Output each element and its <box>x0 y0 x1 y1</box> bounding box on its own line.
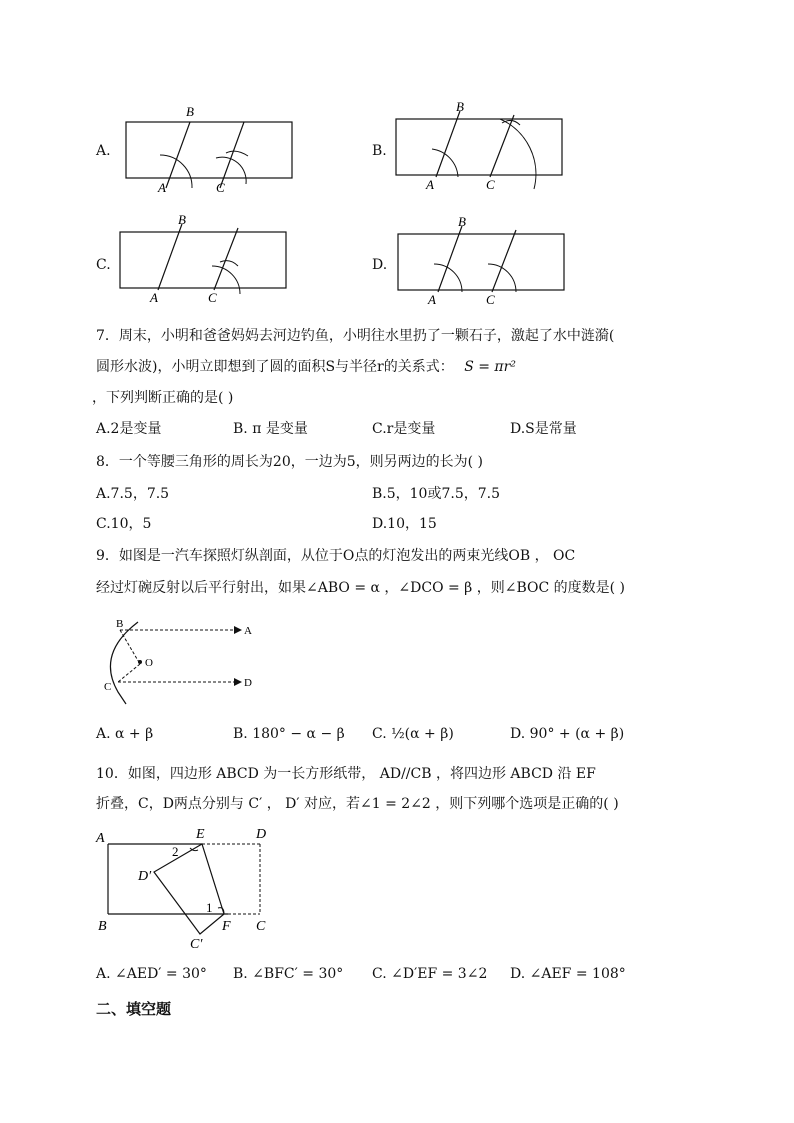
q10-option-b: B. ∠BFC′ = 30° <box>233 966 344 982</box>
q7-line1: 7．周末，小明和爸爸妈妈去河边钓鱼，小明往水里扔了一颗石子，激起了水中涟漪( <box>96 328 615 344</box>
q8-option-c: C.10，5 <box>96 516 152 532</box>
label-c: C <box>104 681 112 693</box>
label-f: F <box>222 919 231 934</box>
label-b: B <box>186 104 194 119</box>
q10-option-d: D. ∠AEF = 108° <box>510 966 626 982</box>
q7-option-d: D.S是常量 <box>510 421 577 437</box>
q6-figure-b <box>388 97 568 192</box>
label-c: C <box>486 292 495 307</box>
label-a: A <box>158 180 166 195</box>
q10-line2: 折叠，C，D两点分别与 C′ ， D′ 对应，若∠1 = 2∠2 ，则下列哪个选项是正确的( ) <box>96 796 619 812</box>
label-a: A <box>244 625 252 637</box>
q8-line1: 8．一个等腰三角形的周长为20，一边为5，则另两边的长为( ) <box>96 454 484 470</box>
option-label-d: D. <box>372 257 388 273</box>
label-b: B <box>178 212 186 227</box>
section-title: 二、填空题 <box>96 1000 172 1018</box>
q7-option-b: B. π 是变量 <box>233 421 308 437</box>
q10-figure <box>90 822 290 952</box>
label-a: A <box>96 831 105 846</box>
label-a: A <box>426 177 434 192</box>
q10-option-c: C. ∠D′EF = 3∠2 <box>372 966 488 982</box>
q9-line1: 9．如图是一汽车探照灯纵剖面，从位于O点的灯泡发出的两束光线OB ， OC <box>96 548 576 564</box>
q9-option-d: D. 90° + (α + β) <box>510 726 625 742</box>
q9-option-a: A. α + β <box>96 726 154 742</box>
label-a: A <box>150 290 158 305</box>
label-b: B <box>116 618 124 630</box>
label-e: E <box>196 827 205 842</box>
label-d-prime: D′ <box>138 869 152 884</box>
q8-option-a: A.7.5，7.5 <box>96 486 170 502</box>
q9-line2: 经过灯碗反射以后平行射出，如果∠ABO = α ，∠DCO = β ，则∠BOC 的度数是( ) <box>96 580 626 596</box>
q6-figure-a <box>118 100 298 195</box>
q7-line2: 圆形水波)，小明立即想到了圆的面积S与半径r的关系式： <box>96 359 454 375</box>
q9-option-c: C. ½(α + β) <box>372 726 454 742</box>
label-angle-1: 1 <box>206 900 213 915</box>
q9-figure <box>96 612 276 707</box>
label-d: D <box>256 827 267 842</box>
q8-option-b: B.5，10或7.5，7.5 <box>372 486 500 502</box>
label-a: A <box>428 292 436 307</box>
option-label-a: A. <box>96 143 111 159</box>
q6-figure-c <box>112 210 292 305</box>
q7-option-a: A.2是变量 <box>96 421 162 437</box>
label-c-prime: C′ <box>190 937 203 952</box>
q10-option-a: A. ∠AED′ = 30° <box>96 966 207 982</box>
q8-option-d: D.10，15 <box>372 516 437 532</box>
q7-option-c: C.r是变量 <box>372 421 436 437</box>
option-label-c: C. <box>96 257 111 273</box>
q7-formula: S = πr² <box>464 359 516 375</box>
label-b: B <box>456 99 464 114</box>
label-o: O <box>145 657 153 669</box>
q9-option-b: B. 180° − α − β <box>233 726 345 742</box>
q6-figure-d <box>390 212 570 307</box>
option-label-b: B. <box>372 143 387 159</box>
label-b: B <box>458 214 466 229</box>
label-b: B <box>98 919 107 934</box>
q10-line1: 10．如图，四边形 ABCD 为一长方形纸带， AD//CB ，将四边形 ABCD 沿 EF <box>96 766 596 782</box>
label-c: C <box>256 919 266 934</box>
q7-line2-wrap <box>96 357 516 377</box>
q7-line3: ，下列判断正确的是( ) <box>92 390 234 406</box>
label-c: C <box>208 290 217 305</box>
label-c: C <box>486 177 495 192</box>
label-c: C <box>216 180 225 195</box>
label-angle-2: 2 <box>172 844 179 859</box>
label-d: D <box>244 677 252 689</box>
